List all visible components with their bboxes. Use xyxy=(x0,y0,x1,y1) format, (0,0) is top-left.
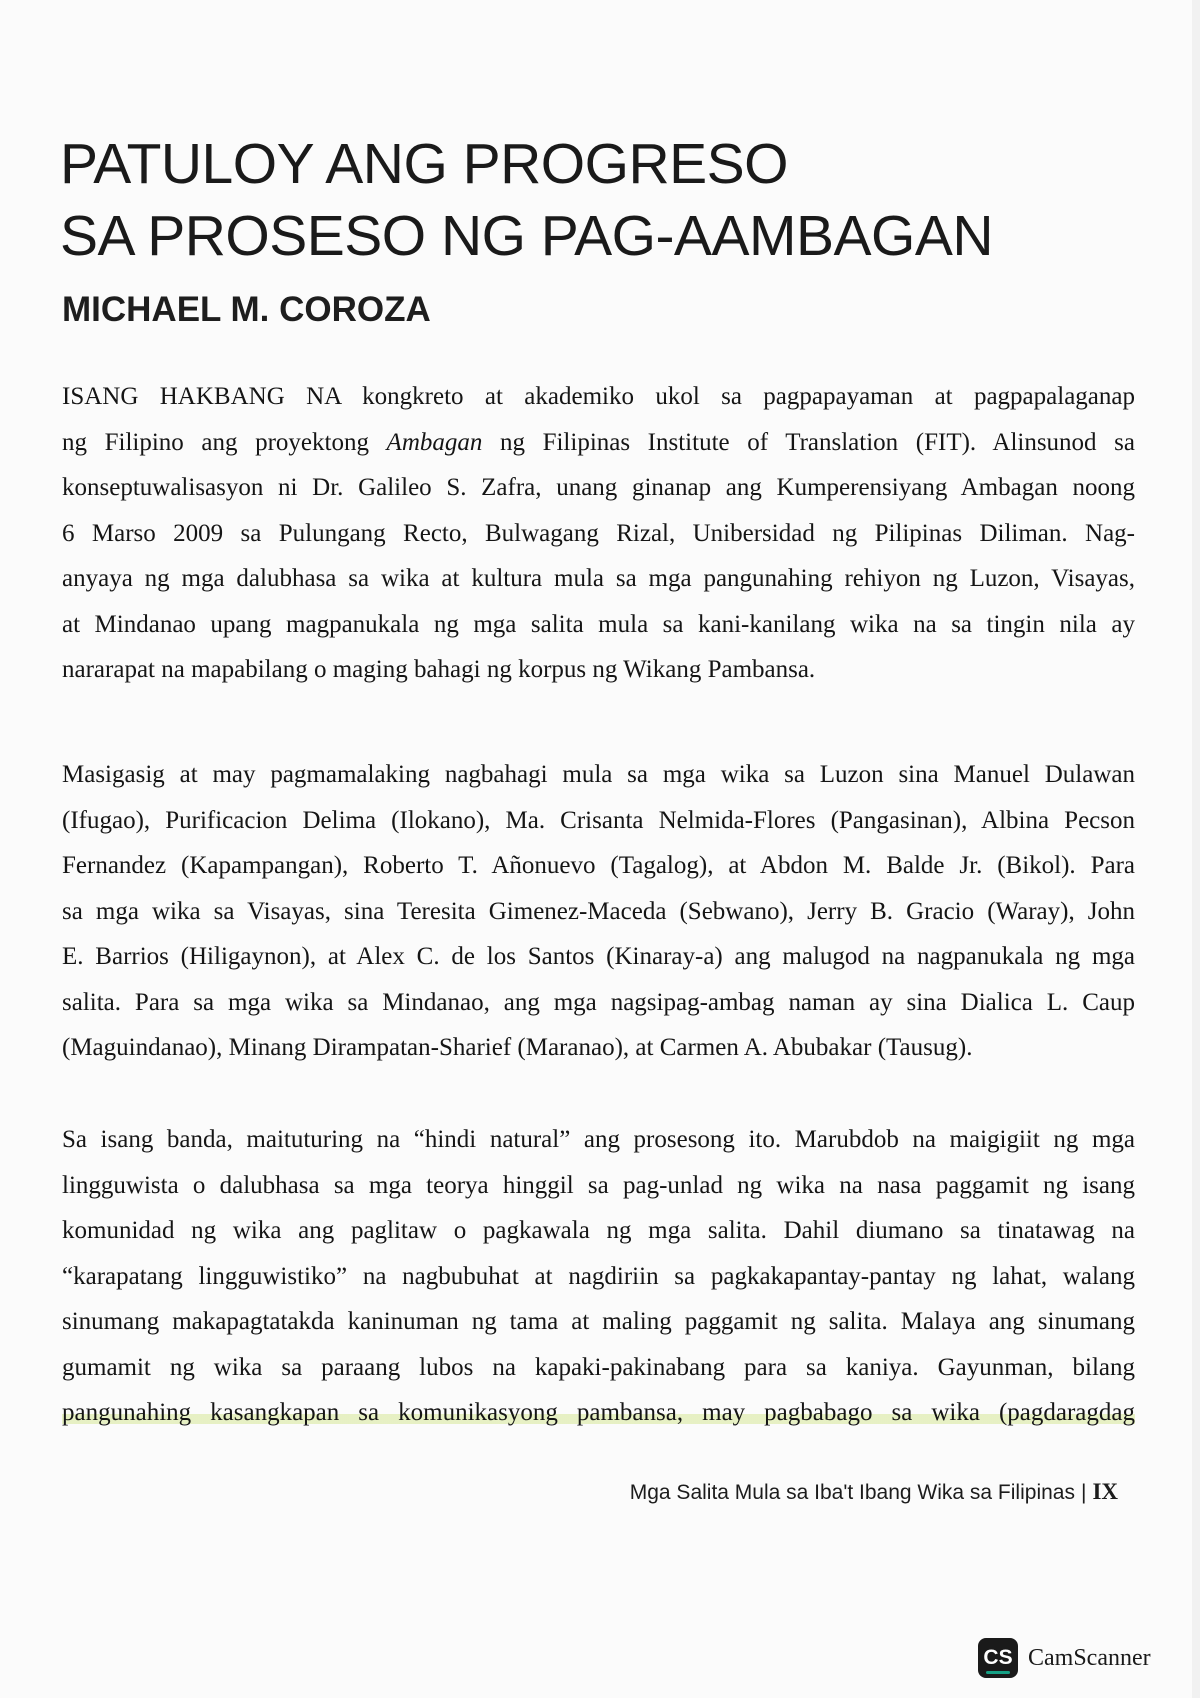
article-author: MICHAEL M. COROZA xyxy=(62,290,431,329)
paragraph-line: konseptuwalisasyon ni Dr. Galileo S. Zafra, unang ginanap ang Kumperensiyang Ambagan noong xyxy=(62,474,1135,501)
article-title xyxy=(60,128,1120,272)
paragraph-line: ISANG HAKBANG NA kongkreto at akademiko ukol sa pagpapayaman at pagpapalaganap xyxy=(62,383,1135,410)
highlighter-mark: pangunahing kasangkapan sa komunikasyong pambansa, may pagbabago sa wika (pagdaragdag xyxy=(62,1399,1135,1426)
paragraph-line: “karapatang lingguwistiko” na nagbubuhat at nagdiriin sa pagkakapantay-pantay ng lahat, walang xyxy=(62,1262,1135,1290)
paragraph-line: Masigasig at may pagmamalaking nagbahagi mula sa mga wika sa Luzon sina Manuel Dulawan xyxy=(62,761,1135,788)
camscanner-logo-icon: CS xyxy=(978,1638,1018,1678)
title-line-2: SA PROSESO NG PAG-AAMBAGAN xyxy=(60,204,994,268)
italic-project-name: Ambagan xyxy=(386,428,483,456)
paragraph-line: ng Filipino ang proyektong Ambagan ng Filipinas Institute of Translation (FIT). Alinsunod sa xyxy=(62,428,1135,456)
paragraph-3 xyxy=(62,1117,1135,1436)
paragraph-line: at Mindanao upang magpanukala ng mga salita mula sa kani-kanilang wika na sa tingin nila ay xyxy=(62,610,1135,638)
footer-separator: | xyxy=(1080,1481,1087,1504)
book-title: Mga Salita Mula sa Iba't Ibang Wika sa Filipinas xyxy=(629,1481,1075,1504)
paragraph-line: Sa isang banda, maituturing na “hindi natural” ang prosesong ito. Marubdob na maigigiit ng mga xyxy=(62,1126,1135,1153)
paragraph-line: sa mga wika sa Visayas, sina Teresita Gimenez-Maceda (Sebwano), Jerry B. Gracio (Waray), John xyxy=(62,897,1135,925)
title-line-1: PATULOY ANG PROGRESO xyxy=(60,132,789,196)
paragraph-line: Fernandez (Kapampangan), Roberto T. Añonuevo (Tagalog), at Abdon M. Balde Jr. (Bikol). Para xyxy=(62,852,1135,879)
paragraph-line: nararapat na mapabilang o maging bahagi ng korpus ng Wikang Pambansa. xyxy=(62,656,816,683)
paragraph-line: (Maguindanao), Minang Dirampatan-Sharief (Maranao), at Carmen A. Abubakar (Tausug). xyxy=(62,1034,973,1061)
paragraph-line: (Ifugao), Purificacion Delima (Ilokano), Ma. Crisanta Nelmida-Flores (Pangasinan), Albina Pecson xyxy=(62,806,1135,834)
running-footer xyxy=(630,1478,1118,1507)
paragraph-line: lingguwista o dalubhasa sa mga teorya hinggil sa pag-unlad ng wika na nasa paggamit ng isang xyxy=(62,1171,1135,1199)
paragraph-line: anyaya ng mga dalubhasa sa wika at kultura mula sa mga pangunahing rehiyon ng Luzon, Visayas, xyxy=(62,565,1135,592)
paragraph-line: E. Barrios (Hiligaynon), at Alex C. de los Santos (Kinaray-a) ang malugod na nagpanukala ng mga xyxy=(62,943,1135,970)
camscanner-name: CamScanner xyxy=(1028,1644,1151,1671)
paragraph-2 xyxy=(62,752,1135,1071)
paragraph-line: 6 Marso 2009 sa Pulungang Recto, Bulwagang Rizal, Unibersidad ng Pilipinas Diliman. Nag- xyxy=(62,519,1135,547)
page-number: IX xyxy=(1092,1479,1118,1504)
paragraph-line: salita. Para sa mga wika sa Mindanao, ang mga nagsipag-ambag naman ay sina Dialica L. Caup xyxy=(62,988,1135,1016)
paragraph-line: gumamit ng wika sa paraang lubos na kapaki-pakinabang para sa kaniya. Gayunman, bilang xyxy=(62,1353,1135,1381)
paragraph-line-highlighted xyxy=(62,1390,1135,1436)
paragraph-line: komunidad ng wika ang paglitaw o pagkawala ng mga salita. Dahil diumano sa tinatawag na xyxy=(62,1217,1135,1244)
page-edge-shadow xyxy=(1192,0,1200,1698)
paragraph-line: sinumang makapagtatakda kaninuman ng tama at maling paggamit ng salita. Malaya ang sinumang xyxy=(62,1308,1135,1335)
camscanner-watermark xyxy=(978,1638,1151,1678)
paragraph-1 xyxy=(62,374,1135,693)
